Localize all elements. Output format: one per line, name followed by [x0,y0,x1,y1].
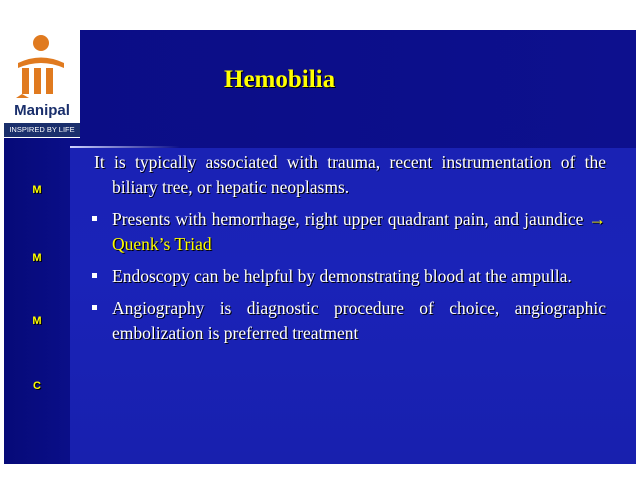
sidebar-letter: M [32,315,42,327]
sidebar-letter: C [33,380,41,392]
bullet-square-icon [92,273,97,278]
highlight-text: Quenk’s Triad [112,234,212,254]
bullet-text: Presents with hemorrhage, right upper quadrant pain, and jaundice [112,209,584,229]
slide-body [90,150,606,353]
bullet-square-icon [92,216,97,221]
sidebar-letter: M [32,252,42,264]
logo-tagline: INSPIRED BY LIFE [4,123,80,137]
paragraph-text: It is typically associated with trauma, recent instrumentation of the biliary tree, or hepatic neoplasms. [94,152,606,197]
manipal-logo-icon [4,30,80,102]
title-band [70,30,636,148]
divider-line [70,146,180,148]
logo-brand: Manipal [14,102,70,119]
paragraph-intro [90,150,606,200]
bullet-item [90,264,606,289]
bullet-text: Endoscopy can be helpful by demonstrating blood at the ampulla. [112,266,572,286]
slide-title: Hemobilia [224,66,336,93]
sidebar-letter: M [32,184,42,196]
manipal-logo [4,30,80,138]
bullet-item [90,207,606,257]
bullet-square-icon [92,305,97,310]
arrow-icon: → [588,209,606,229]
bullet-text: Angiography is diagnostic procedure of choice, angiographic embolization is preferred treatment [112,298,606,343]
bullet-item [90,296,606,346]
